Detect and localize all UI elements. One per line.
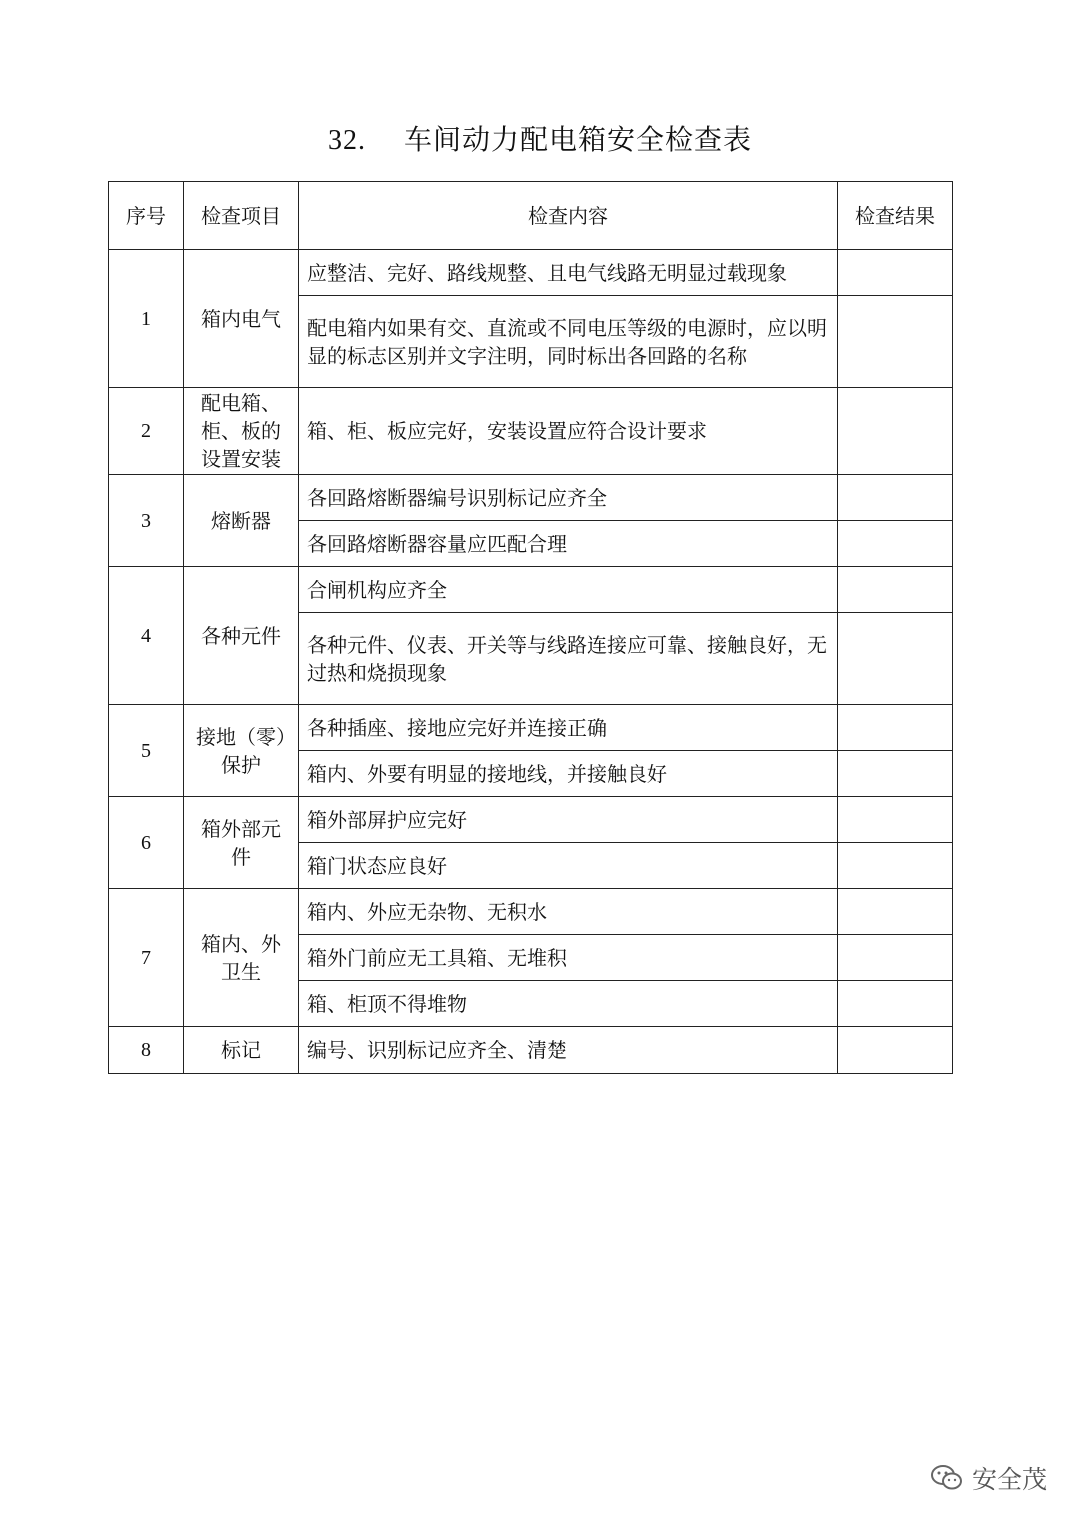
content-cell: 箱外部屏护应完好 [299, 797, 838, 843]
seq-cell: 1 [109, 250, 184, 388]
item-cell: 各种元件 [184, 567, 299, 705]
header-content: 检查内容 [299, 182, 838, 250]
content-cell: 应整洁、完好、路线规整、且电气线路无明显过载现象 [299, 250, 838, 296]
page-title [0, 118, 1080, 162]
seq-cell: 7 [109, 889, 184, 1027]
header-seq: 序号 [109, 182, 184, 250]
result-cell[interactable] [838, 521, 953, 567]
item-cell: 熔断器 [184, 475, 299, 567]
result-cell[interactable] [838, 705, 953, 751]
item-cell: 箱内、外卫生 [184, 889, 299, 1027]
content-cell: 各种元件、仪表、开关等与线路连接应可靠、接触良好，无过热和烧损现象 [299, 613, 838, 705]
item-cell: 配电箱、柜、板的设置安装 [184, 388, 299, 475]
result-cell[interactable] [838, 388, 953, 475]
content-cell: 箱内、外应无杂物、无积水 [299, 889, 838, 935]
result-cell[interactable] [838, 250, 953, 296]
wechat-icon [930, 1463, 964, 1493]
table-row [109, 567, 953, 613]
seq-cell: 3 [109, 475, 184, 567]
result-cell[interactable] [838, 296, 953, 388]
result-cell[interactable] [838, 797, 953, 843]
table-row [109, 889, 953, 935]
result-cell[interactable] [838, 981, 953, 1027]
table-row [109, 388, 953, 475]
content-cell: 箱门状态应良好 [299, 843, 838, 889]
content-cell: 编号、识别标记应齐全、清楚 [299, 1027, 838, 1074]
watermark [930, 1458, 1047, 1498]
table-row [109, 797, 953, 843]
content-cell: 各回路熔断器容量应匹配合理 [299, 521, 838, 567]
watermark-text: 安全茂 [972, 1465, 1048, 1494]
content-cell: 箱内、外要有明显的接地线，并接触良好 [299, 751, 838, 797]
content-cell: 各种插座、接地应完好并连接正确 [299, 705, 838, 751]
content-cell: 各回路熔断器编号识别标记应齐全 [299, 475, 838, 521]
result-cell[interactable] [838, 751, 953, 797]
table-row [109, 475, 953, 521]
table-header-row [109, 182, 953, 250]
content-cell: 配电箱内如果有交、直流或不同电压等级的电源时，应以明显的标志区别并文字注明，同时标出各回路的名称 [299, 296, 838, 388]
seq-cell: 4 [109, 567, 184, 705]
item-cell: 标记 [184, 1027, 299, 1074]
result-cell[interactable] [838, 567, 953, 613]
item-cell: 箱外部元件 [184, 797, 299, 889]
table-row [109, 1027, 953, 1074]
table-row [109, 705, 953, 751]
title-number: 32. [327, 125, 366, 156]
header-result: 检查结果 [838, 182, 953, 250]
result-cell[interactable] [838, 613, 953, 705]
content-cell: 箱、柜、板应完好，安装设置应符合设计要求 [299, 388, 838, 475]
inspection-table [108, 181, 953, 1074]
result-cell[interactable] [838, 935, 953, 981]
seq-cell: 2 [109, 388, 184, 475]
content-cell: 箱外门前应无工具箱、无堆积 [299, 935, 838, 981]
result-cell[interactable] [838, 475, 953, 521]
seq-cell: 5 [109, 705, 184, 797]
table-row [109, 250, 953, 296]
item-cell: 接地（零）保护 [184, 705, 299, 797]
result-cell[interactable] [838, 889, 953, 935]
header-item: 检查项目 [184, 182, 299, 250]
item-cell: 箱内电气 [184, 250, 299, 388]
title-text: 车间动力配电箱安全检查表 [403, 123, 752, 156]
content-cell: 合闸机构应齐全 [299, 567, 838, 613]
seq-cell: 8 [109, 1027, 184, 1074]
seq-cell: 6 [109, 797, 184, 889]
content-cell: 箱、柜顶不得堆物 [299, 981, 838, 1027]
result-cell[interactable] [838, 1027, 953, 1074]
result-cell[interactable] [838, 843, 953, 889]
